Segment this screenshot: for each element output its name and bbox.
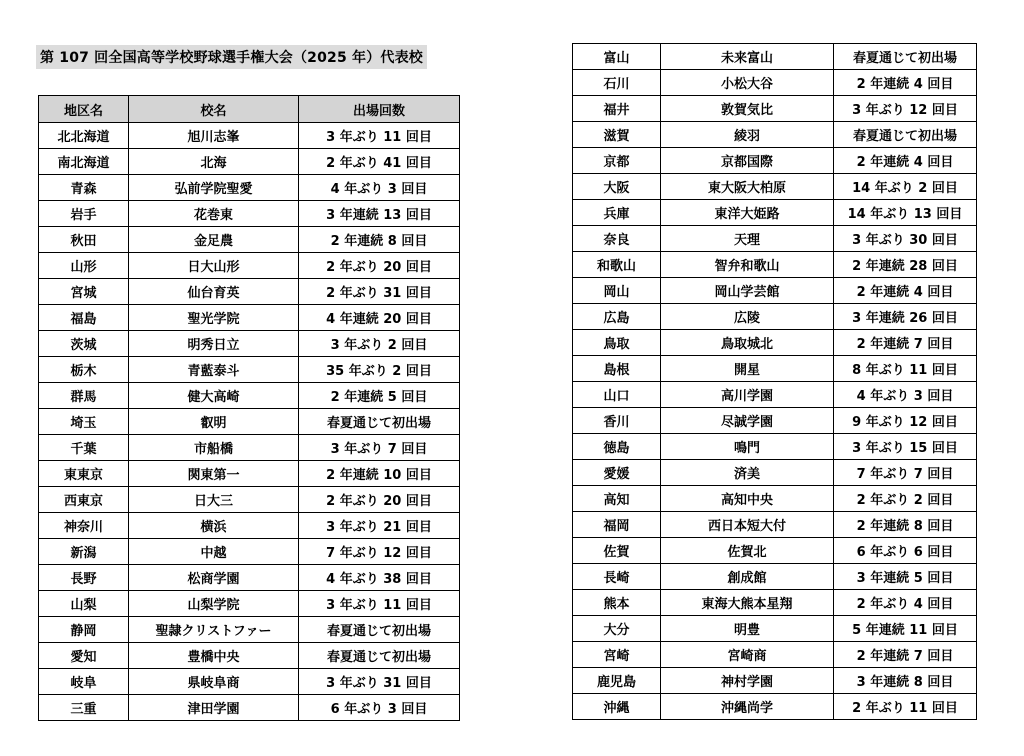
table-row <box>573 304 977 330</box>
table-row <box>39 591 460 617</box>
table-row <box>573 590 977 616</box>
table-row <box>573 694 977 720</box>
appearances-cell: 3 年ぶり 12 回目 <box>834 96 977 122</box>
region-cell: 北北海道 <box>39 123 129 149</box>
appearances-cell: 2 年連続 10 回目 <box>299 461 460 487</box>
school-cell: 聖光学院 <box>129 305 299 331</box>
school-cell: 日大三 <box>129 487 299 513</box>
table-row <box>573 70 977 96</box>
appearances-cell: 2 年連続 8 回目 <box>299 227 460 253</box>
appearances-cell: 2 年連続 7 回目 <box>834 642 977 668</box>
table-body <box>573 44 977 720</box>
appearances-cell: 2 年ぶり 4 回目 <box>834 590 977 616</box>
school-cell: 智弁和歌山 <box>661 252 834 278</box>
table-body <box>39 123 460 721</box>
appearances-cell: 3 年連続 26 回目 <box>834 304 977 330</box>
school-cell: 明豊 <box>661 616 834 642</box>
table-row <box>39 253 460 279</box>
region-cell: 秋田 <box>39 227 129 253</box>
school-cell: 中越 <box>129 539 299 565</box>
school-cell: 山梨学院 <box>129 591 299 617</box>
school-cell: 市船橋 <box>129 435 299 461</box>
school-cell: 仙台育英 <box>129 279 299 305</box>
region-cell: 愛媛 <box>573 460 661 486</box>
region-cell: 山形 <box>39 253 129 279</box>
table-row <box>39 643 460 669</box>
table-row <box>39 357 460 383</box>
appearances-cell: 2 年連続 28 回目 <box>834 252 977 278</box>
school-cell: 尽誠学園 <box>661 408 834 434</box>
school-cell: 鳥取城北 <box>661 330 834 356</box>
region-cell: 奈良 <box>573 226 661 252</box>
table-row <box>39 331 460 357</box>
appearances-cell: 14 年ぶり 13 回目 <box>834 200 977 226</box>
school-cell: 東洋大姫路 <box>661 200 834 226</box>
appearances-cell: 3 年ぶり 11 回目 <box>299 123 460 149</box>
region-cell: 長野 <box>39 565 129 591</box>
appearances-cell: 6 年ぶり 3 回目 <box>299 695 460 721</box>
school-cell: 広陵 <box>661 304 834 330</box>
appearances-cell: 9 年ぶり 12 回目 <box>834 408 977 434</box>
document-title: 第 107 回全国高等学校野球選手権大会（2025 年）代表校 <box>36 45 427 69</box>
school-cell: 聖隷クリストファー <box>129 617 299 643</box>
table-row <box>39 617 460 643</box>
region-cell: 西東京 <box>39 487 129 513</box>
appearances-cell: 2 年ぶり 20 回目 <box>299 253 460 279</box>
appearances-cell: 4 年ぶり 3 回目 <box>299 175 460 201</box>
region-cell: 宮崎 <box>573 642 661 668</box>
table-row <box>39 487 460 513</box>
appearances-cell: 春夏通じて初出場 <box>834 44 977 70</box>
school-cell: 高川学園 <box>661 382 834 408</box>
table-row <box>39 669 460 695</box>
appearances-cell: 2 年連続 4 回目 <box>834 278 977 304</box>
school-cell: 宮崎商 <box>661 642 834 668</box>
appearances-cell: 7 年ぶり 12 回目 <box>299 539 460 565</box>
table-row <box>573 486 977 512</box>
region-cell: 群馬 <box>39 383 129 409</box>
appearances-cell: 2 年ぶり 20 回目 <box>299 487 460 513</box>
school-cell: 健大高崎 <box>129 383 299 409</box>
school-cell: 綾羽 <box>661 122 834 148</box>
table-row <box>39 279 460 305</box>
appearances-cell: 2 年連続 5 回目 <box>299 383 460 409</box>
region-cell: 岡山 <box>573 278 661 304</box>
header-appearances: 出場回数 <box>299 96 460 123</box>
region-cell: 神奈川 <box>39 513 129 539</box>
region-cell: 長崎 <box>573 564 661 590</box>
table-row <box>39 149 460 175</box>
appearances-cell: 4 年連続 20 回目 <box>299 305 460 331</box>
school-cell: 旭川志峯 <box>129 123 299 149</box>
region-cell: 東東京 <box>39 461 129 487</box>
school-cell: 弘前学院聖愛 <box>129 175 299 201</box>
school-cell: 関東第一 <box>129 461 299 487</box>
table-row <box>573 460 977 486</box>
header-region: 地区名 <box>39 96 129 123</box>
appearances-cell: 8 年ぶり 11 回目 <box>834 356 977 382</box>
appearances-cell: 2 年連続 4 回目 <box>834 70 977 96</box>
region-cell: 栃木 <box>39 357 129 383</box>
appearances-cell: 春夏通じて初出場 <box>299 409 460 435</box>
table-row <box>573 122 977 148</box>
school-cell: 小松大谷 <box>661 70 834 96</box>
appearances-cell: 4 年ぶり 38 回目 <box>299 565 460 591</box>
appearances-cell: 7 年ぶり 7 回目 <box>834 460 977 486</box>
table-row <box>39 565 460 591</box>
appearances-cell: 3 年連続 5 回目 <box>834 564 977 590</box>
region-cell: 滋賀 <box>573 122 661 148</box>
school-cell: 明秀日立 <box>129 331 299 357</box>
appearances-cell: 春夏通じて初出場 <box>299 643 460 669</box>
table-row <box>573 278 977 304</box>
region-cell: 新潟 <box>39 539 129 565</box>
region-cell: 福岡 <box>573 512 661 538</box>
appearances-cell: 3 年ぶり 31 回目 <box>299 669 460 695</box>
appearances-cell: 春夏通じて初出場 <box>834 122 977 148</box>
table-row <box>39 435 460 461</box>
school-cell: 金足農 <box>129 227 299 253</box>
appearances-cell: 3 年ぶり 21 回目 <box>299 513 460 539</box>
appearances-cell: 3 年ぶり 30 回目 <box>834 226 977 252</box>
region-cell: 兵庫 <box>573 200 661 226</box>
school-cell: 京都国際 <box>661 148 834 174</box>
school-cell: 敦賀気比 <box>661 96 834 122</box>
appearances-cell: 2 年ぶり 31 回目 <box>299 279 460 305</box>
table-row <box>573 382 977 408</box>
table-row <box>573 434 977 460</box>
school-cell: 未来富山 <box>661 44 834 70</box>
school-cell: 東海大熊本星翔 <box>661 590 834 616</box>
school-cell: 天理 <box>661 226 834 252</box>
table-row <box>573 408 977 434</box>
table-row <box>573 564 977 590</box>
table-row <box>39 383 460 409</box>
school-cell: 日大山形 <box>129 253 299 279</box>
appearances-cell: 4 年ぶり 3 回目 <box>834 382 977 408</box>
school-cell: 創成館 <box>661 564 834 590</box>
region-cell: 香川 <box>573 408 661 434</box>
region-cell: 広島 <box>573 304 661 330</box>
appearances-cell: 3 年ぶり 11 回目 <box>299 591 460 617</box>
school-cell: 花巻東 <box>129 201 299 227</box>
region-cell: 宮城 <box>39 279 129 305</box>
school-cell: 横浜 <box>129 513 299 539</box>
region-cell: 京都 <box>573 148 661 174</box>
school-cell: 豊橋中央 <box>129 643 299 669</box>
region-cell: 静岡 <box>39 617 129 643</box>
region-cell: 南北海道 <box>39 149 129 175</box>
table-row <box>39 123 460 149</box>
region-cell: 鹿児島 <box>573 668 661 694</box>
school-cell: 津田学園 <box>129 695 299 721</box>
representatives-table-east <box>38 95 460 721</box>
school-cell: 高知中央 <box>661 486 834 512</box>
table-row <box>39 227 460 253</box>
region-cell: 沖縄 <box>573 694 661 720</box>
appearances-cell: 2 年連続 4 回目 <box>834 148 977 174</box>
region-cell: 熊本 <box>573 590 661 616</box>
region-cell: 鳥取 <box>573 330 661 356</box>
school-cell: 松商学園 <box>129 565 299 591</box>
table-row <box>573 148 977 174</box>
region-cell: 青森 <box>39 175 129 201</box>
table-row <box>573 538 977 564</box>
appearances-cell: 春夏通じて初出場 <box>299 617 460 643</box>
region-cell: 岐阜 <box>39 669 129 695</box>
table-row <box>573 356 977 382</box>
appearances-cell: 3 年連続 8 回目 <box>834 668 977 694</box>
region-cell: 石川 <box>573 70 661 96</box>
table-row <box>573 668 977 694</box>
appearances-cell: 2 年ぶり 41 回目 <box>299 149 460 175</box>
region-cell: 島根 <box>573 356 661 382</box>
region-cell: 福井 <box>573 96 661 122</box>
table-row <box>39 201 460 227</box>
table-row <box>573 512 977 538</box>
school-cell: 県岐阜商 <box>129 669 299 695</box>
appearances-cell: 3 年ぶり 7 回目 <box>299 435 460 461</box>
table-row <box>573 226 977 252</box>
table-row <box>39 539 460 565</box>
school-cell: 開星 <box>661 356 834 382</box>
table-row <box>39 695 460 721</box>
table-row <box>573 616 977 642</box>
table-row <box>573 44 977 70</box>
appearances-cell: 2 年連続 7 回目 <box>834 330 977 356</box>
table-row <box>39 305 460 331</box>
region-cell: 佐賀 <box>573 538 661 564</box>
appearances-cell: 3 年連続 13 回目 <box>299 201 460 227</box>
school-cell: 西日本短大付 <box>661 512 834 538</box>
region-cell: 埼玉 <box>39 409 129 435</box>
table-row <box>573 642 977 668</box>
region-cell: 徳島 <box>573 434 661 460</box>
table-row <box>573 200 977 226</box>
header-school: 校名 <box>129 96 299 123</box>
region-cell: 和歌山 <box>573 252 661 278</box>
school-cell: 済美 <box>661 460 834 486</box>
school-cell: 鳴門 <box>661 434 834 460</box>
region-cell: 大阪 <box>573 174 661 200</box>
appearances-cell: 35 年ぶり 2 回目 <box>299 357 460 383</box>
region-cell: 茨城 <box>39 331 129 357</box>
region-cell: 愛知 <box>39 643 129 669</box>
region-cell: 富山 <box>573 44 661 70</box>
table-row <box>39 513 460 539</box>
region-cell: 大分 <box>573 616 661 642</box>
table-row <box>39 175 460 201</box>
appearances-cell: 6 年ぶり 6 回目 <box>834 538 977 564</box>
school-cell: 青藍泰斗 <box>129 357 299 383</box>
table-row <box>39 461 460 487</box>
appearances-cell: 2 年連続 8 回目 <box>834 512 977 538</box>
representatives-table-west <box>572 43 977 720</box>
appearances-cell: 14 年ぶり 2 回目 <box>834 174 977 200</box>
table-row <box>573 174 977 200</box>
appearances-cell: 2 年ぶり 11 回目 <box>834 694 977 720</box>
appearances-cell: 3 年ぶり 2 回目 <box>299 331 460 357</box>
school-cell: 神村学園 <box>661 668 834 694</box>
school-cell: 佐賀北 <box>661 538 834 564</box>
region-cell: 高知 <box>573 486 661 512</box>
region-cell: 千葉 <box>39 435 129 461</box>
region-cell: 福島 <box>39 305 129 331</box>
appearances-cell: 3 年ぶり 15 回目 <box>834 434 977 460</box>
appearances-cell: 5 年連続 11 回目 <box>834 616 977 642</box>
table-row <box>573 330 977 356</box>
table-row <box>39 409 460 435</box>
region-cell: 山口 <box>573 382 661 408</box>
region-cell: 山梨 <box>39 591 129 617</box>
header-row <box>39 96 460 123</box>
school-cell: 北海 <box>129 149 299 175</box>
region-cell: 岩手 <box>39 201 129 227</box>
table-row <box>573 252 977 278</box>
school-cell: 沖縄尚学 <box>661 694 834 720</box>
school-cell: 岡山学芸館 <box>661 278 834 304</box>
school-cell: 東大阪大柏原 <box>661 174 834 200</box>
school-cell: 叡明 <box>129 409 299 435</box>
region-cell: 三重 <box>39 695 129 721</box>
table-row <box>573 96 977 122</box>
appearances-cell: 2 年ぶり 2 回目 <box>834 486 977 512</box>
